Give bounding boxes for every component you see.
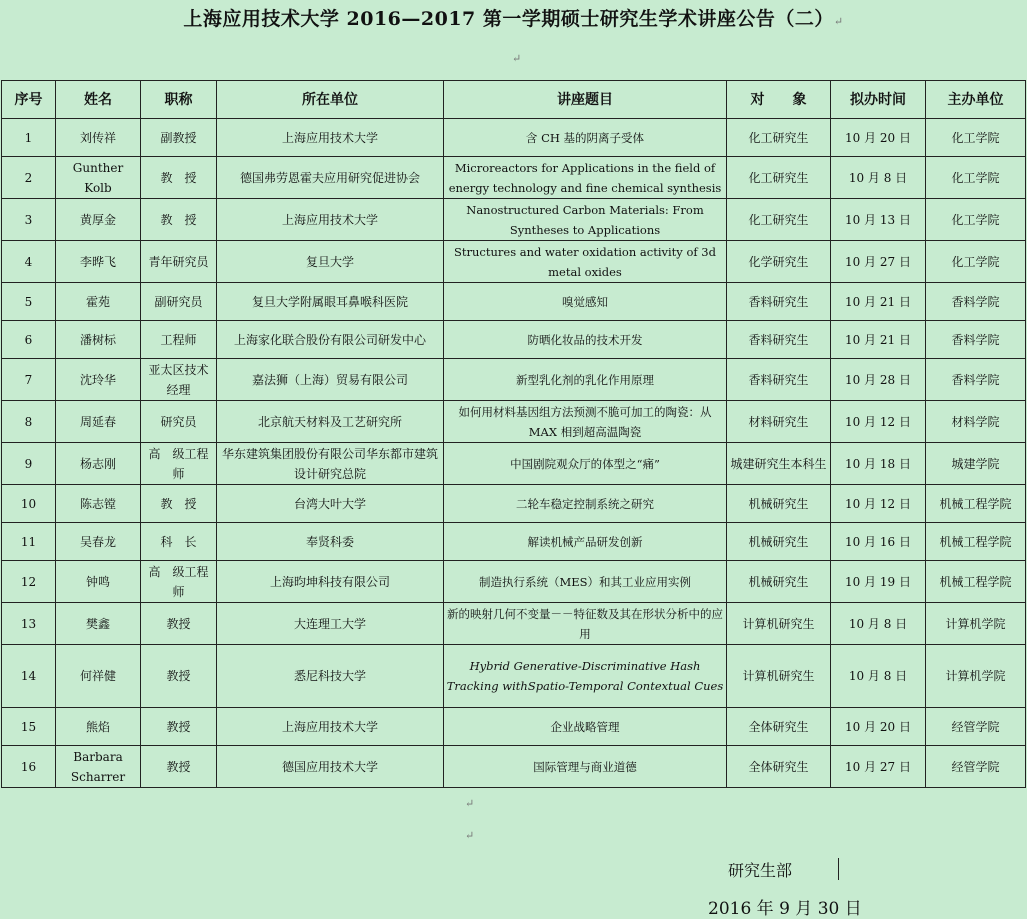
cell-topic: 嗅觉感知 — [444, 283, 727, 321]
cell-time: 10 月 13 日 — [831, 199, 926, 241]
cell-rank: 科 长 — [141, 523, 217, 561]
cell-audience: 机械研究生 — [727, 561, 831, 603]
cell-org: 上海应用技术大学 — [217, 199, 444, 241]
cell-host: 计算机学院 — [926, 603, 1026, 645]
cell-host: 化工学院 — [926, 119, 1026, 157]
cell-rank: 研究员 — [141, 401, 217, 443]
cell-topic: 制造执行系统（MES）和其工业应用实例 — [444, 561, 727, 603]
table-row — [2, 603, 1026, 645]
cell-name: Barbara Scharrer — [56, 746, 141, 788]
cell-name: 黄厚金 — [56, 199, 141, 241]
cell-time: 10 月 12 日 — [831, 401, 926, 443]
cell-org: 德国弗劳恩霍夫应用研究促进协会 — [217, 157, 444, 199]
cell-rank: 教 授 — [141, 199, 217, 241]
cell-audience: 计算机研究生 — [727, 645, 831, 708]
cell-name: 樊鑫 — [56, 603, 141, 645]
cell-name: 钟鸣 — [56, 561, 141, 603]
cell-name: 陈志镗 — [56, 485, 141, 523]
cell-rank: 副教授 — [141, 119, 217, 157]
cell-host: 机械工程学院 — [926, 485, 1026, 523]
table-row — [2, 645, 1026, 708]
cell-audience: 材料研究生 — [727, 401, 831, 443]
table-row — [2, 485, 1026, 523]
cell-name: 熊焰 — [56, 708, 141, 746]
cell-time: 10 月 21 日 — [831, 283, 926, 321]
cell-org: 复旦大学附属眼耳鼻喉科医院 — [217, 283, 444, 321]
cell-time: 10 月 16 日 — [831, 523, 926, 561]
cell-topic: 国际管理与商业道德 — [444, 746, 727, 788]
table-header-row — [2, 81, 1026, 119]
cell-no: 16 — [2, 746, 56, 788]
cell-name: 霍苑 — [56, 283, 141, 321]
cell-no: 3 — [2, 199, 56, 241]
page-title — [0, 4, 1027, 31]
cell-topic: Structures and water oxidation activity of 3d metal oxides — [444, 241, 727, 283]
cell-rank: 教 授 — [141, 157, 217, 199]
cell-topic: 新的映射几何不变量－－特征数及其在形状分析中的应用 — [444, 603, 727, 645]
cell-no: 15 — [2, 708, 56, 746]
cell-org: 奉贤科委 — [217, 523, 444, 561]
cell-time: 10 月 8 日 — [831, 157, 926, 199]
cell-topic: Hybrid Generative-Discriminative Hash Tracking withSpatio-Temporal Contextual Cues — [444, 645, 727, 708]
paragraph-mark-icon: ↵ — [465, 829, 475, 842]
title-text: 上海应用技术大学 2016—2017 第一学期硕士研究生学术讲座公告（二） — [183, 8, 834, 30]
paragraph-mark-icon: ↵ — [512, 52, 522, 65]
table-row — [2, 443, 1026, 485]
cell-topic: 防晒化妆品的技术开发 — [444, 321, 727, 359]
cell-no: 14 — [2, 645, 56, 708]
cell-org: 北京航天材料及工艺研究所 — [217, 401, 444, 443]
cell-host: 化工学院 — [926, 199, 1026, 241]
cell-time: 10 月 21 日 — [831, 321, 926, 359]
text-cursor — [838, 858, 839, 880]
cell-rank: 高 级工程师 — [141, 561, 217, 603]
header-host: 主办单位 — [926, 81, 1026, 119]
cell-org: 上海应用技术大学 — [217, 119, 444, 157]
cell-name: 何祥健 — [56, 645, 141, 708]
header-no: 序号 — [2, 81, 56, 119]
header-time: 拟办时间 — [831, 81, 926, 119]
cell-rank: 教授 — [141, 603, 217, 645]
cell-time: 10 月 18 日 — [831, 443, 926, 485]
cell-time: 10 月 20 日 — [831, 119, 926, 157]
cell-host: 城建学院 — [926, 443, 1026, 485]
cell-audience: 机械研究生 — [727, 523, 831, 561]
cell-topic: Nanostructured Carbon Materials: From Syntheses to Applications — [444, 199, 727, 241]
cell-time: 10 月 27 日 — [831, 746, 926, 788]
cell-no: 13 — [2, 603, 56, 645]
cell-topic: 新型乳化剂的乳化作用原理 — [444, 359, 727, 401]
cell-no: 2 — [2, 157, 56, 199]
cell-audience: 化工研究生 — [727, 157, 831, 199]
table-row — [2, 199, 1026, 241]
cell-topic: 二轮车稳定控制系统之研究 — [444, 485, 727, 523]
table-row — [2, 523, 1026, 561]
cell-audience: 香料研究生 — [727, 321, 831, 359]
cell-rank: 教授 — [141, 708, 217, 746]
header-audience: 对 象 — [727, 81, 831, 119]
header-name: 姓名 — [56, 81, 141, 119]
cell-name: 杨志刚 — [56, 443, 141, 485]
cell-rank: 副研究员 — [141, 283, 217, 321]
cell-audience: 计算机研究生 — [727, 603, 831, 645]
cell-topic: 解读机械产品研发创新 — [444, 523, 727, 561]
cell-name: 刘传祥 — [56, 119, 141, 157]
paragraph-mark-icon: ↵ — [465, 797, 475, 810]
header-rank: 职称 — [141, 81, 217, 119]
cell-rank: 工程师 — [141, 321, 217, 359]
cell-name: 周延春 — [56, 401, 141, 443]
paragraph-mark-icon: ↵ — [833, 15, 844, 28]
cell-rank: 教 授 — [141, 485, 217, 523]
cell-no: 12 — [2, 561, 56, 603]
cell-host: 化工学院 — [926, 157, 1026, 199]
cell-org: 上海昀坤科技有限公司 — [217, 561, 444, 603]
cell-no: 4 — [2, 241, 56, 283]
cell-audience: 城建研究生本科生 — [727, 443, 831, 485]
cell-time: 10 月 19 日 — [831, 561, 926, 603]
cell-audience: 机械研究生 — [727, 485, 831, 523]
table-row — [2, 708, 1026, 746]
cell-topic: Microreactors for Applications in the field of energy technology and fine chemical synthesis — [444, 157, 727, 199]
cell-org: 上海应用技术大学 — [217, 708, 444, 746]
header-org: 所在单位 — [217, 81, 444, 119]
cell-host: 材料学院 — [926, 401, 1026, 443]
cell-audience: 化学研究生 — [727, 241, 831, 283]
cell-name: 潘树标 — [56, 321, 141, 359]
cell-host: 化工学院 — [926, 241, 1026, 283]
cell-rank: 亚太区技术经理 — [141, 359, 217, 401]
footer-dept: 研究生部 — [728, 861, 793, 880]
cell-time: 10 月 12 日 — [831, 485, 926, 523]
cell-topic: 含 CH 基的阴离子受体 — [444, 119, 727, 157]
cell-org: 台湾大叶大学 — [217, 485, 444, 523]
cell-no: 1 — [2, 119, 56, 157]
cell-audience: 香料研究生 — [727, 359, 831, 401]
cell-host: 经管学院 — [926, 708, 1026, 746]
cell-no: 11 — [2, 523, 56, 561]
cell-time: 10 月 8 日 — [831, 645, 926, 708]
cell-audience: 化工研究生 — [727, 119, 831, 157]
table-row — [2, 241, 1026, 283]
cell-no: 9 — [2, 443, 56, 485]
cell-name: 吴春龙 — [56, 523, 141, 561]
table-row — [2, 359, 1026, 401]
cell-time: 10 月 20 日 — [831, 708, 926, 746]
cell-audience: 全体研究生 — [727, 708, 831, 746]
cell-rank: 青年研究员 — [141, 241, 217, 283]
cell-no: 8 — [2, 401, 56, 443]
cell-name: 沈玲华 — [56, 359, 141, 401]
footer-date: 2016 年 9 月 30 日 — [708, 899, 862, 919]
cell-host: 计算机学院 — [926, 645, 1026, 708]
cell-org: 复旦大学 — [217, 241, 444, 283]
cell-no: 6 — [2, 321, 56, 359]
cell-org: 德国应用技术大学 — [217, 746, 444, 788]
cell-no: 10 — [2, 485, 56, 523]
cell-topic: 如何用材料基因组方法预测不脆可加工的陶瓷：从 MAX 相到超高温陶瓷 — [444, 401, 727, 443]
table-row — [2, 401, 1026, 443]
table-row — [2, 746, 1026, 788]
cell-time: 10 月 8 日 — [831, 603, 926, 645]
cell-host: 经管学院 — [926, 746, 1026, 788]
table-row — [2, 561, 1026, 603]
cell-org: 上海家化联合股份有限公司研发中心 — [217, 321, 444, 359]
cell-topic: 中国剧院观众厅的体型之“痛” — [444, 443, 727, 485]
cell-host: 机械工程学院 — [926, 523, 1026, 561]
cell-time: 10 月 27 日 — [831, 241, 926, 283]
cell-audience: 香料研究生 — [727, 283, 831, 321]
cell-rank: 教授 — [141, 645, 217, 708]
cell-host: 香料学院 — [926, 283, 1026, 321]
cell-rank: 高 级工程师 — [141, 443, 217, 485]
cell-org: 嘉法狮（上海）贸易有限公司 — [217, 359, 444, 401]
cell-rank: 教授 — [141, 746, 217, 788]
cell-org: 悉尼科技大学 — [217, 645, 444, 708]
lecture-table — [1, 80, 1026, 788]
table-row — [2, 321, 1026, 359]
table-body — [2, 119, 1026, 788]
table-row — [2, 283, 1026, 321]
table-row — [2, 157, 1026, 199]
cell-org: 华东建筑集团股份有限公司华东都市建筑设计研究总院 — [217, 443, 444, 485]
cell-host: 香料学院 — [926, 321, 1026, 359]
cell-no: 5 — [2, 283, 56, 321]
cell-name: Gunther Kolb — [56, 157, 141, 199]
header-topic: 讲座题目 — [444, 81, 727, 119]
cell-audience: 全体研究生 — [727, 746, 831, 788]
cell-org: 大连理工大学 — [217, 603, 444, 645]
cell-host: 香料学院 — [926, 359, 1026, 401]
cell-no: 7 — [2, 359, 56, 401]
cell-host: 机械工程学院 — [926, 561, 1026, 603]
cell-name: 李晔飞 — [56, 241, 141, 283]
table-row — [2, 119, 1026, 157]
cell-topic: 企业战略管理 — [444, 708, 727, 746]
cell-audience: 化工研究生 — [727, 199, 831, 241]
cell-time: 10 月 28 日 — [831, 359, 926, 401]
